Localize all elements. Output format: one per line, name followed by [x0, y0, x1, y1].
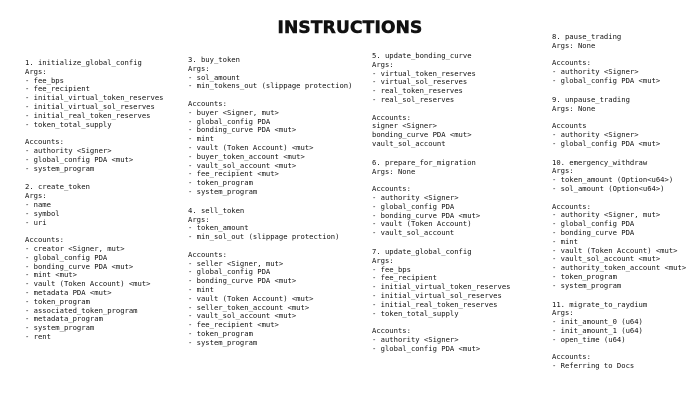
instruction-name: 3. buy_token: [188, 55, 240, 64]
instruction-block: [372, 159, 510, 238]
account-item: - vault (Token Account) <mut>: [188, 142, 314, 152]
account-item: - fee_recipient <mut>: [188, 169, 279, 179]
account-item: - mint: [552, 236, 578, 246]
account-item: - creator <Signer, mut>: [25, 243, 125, 253]
account-item: - mint: [188, 134, 214, 144]
arg-item: - virtual_sol_reserves: [372, 77, 468, 87]
account-item: - vault (Token Account): [372, 219, 472, 229]
arg-item: - min_sol_out (slippage protection): [188, 232, 340, 242]
accounts-label: Accounts:: [552, 58, 591, 68]
args-label: Args: None: [372, 166, 416, 176]
account-item: - authority_token_account <mut>: [552, 263, 687, 273]
arg-item: - sol_amount: [188, 72, 240, 82]
account-item: - bonding_curve PDA <mut>: [188, 125, 297, 135]
account-item: vault_sol_account: [372, 138, 446, 148]
account-item: signer <Signer>: [372, 121, 437, 131]
arg-item: - init_amount_1 (u64): [552, 325, 643, 335]
arg-item: - fee_bps: [372, 264, 411, 274]
account-item: - global_config PDA <mut>: [552, 75, 661, 85]
args-label: Args:: [372, 59, 394, 69]
instruction-block: [552, 301, 686, 371]
accounts-label: Accounts:: [372, 112, 411, 122]
page-title: INSTRUCTIONS: [277, 18, 423, 38]
account-item: - token_program: [552, 271, 617, 281]
account-item: - authority <Signer>: [372, 334, 459, 344]
account-item: - bonding_curve PDA <mut>: [25, 261, 134, 271]
instruction-name: 8. pause_trading: [552, 32, 622, 41]
account-item: - global_config PDA: [25, 252, 108, 262]
account-item: - global_config PDA: [552, 219, 635, 229]
account-item: - associated_token_program: [25, 305, 138, 315]
account-item: - global_config PDA: [188, 267, 271, 277]
account-item: - bonding_curve PDA: [552, 227, 635, 237]
instruction-block: [372, 248, 510, 354]
column-3: [372, 52, 510, 364]
account-item: - buyer_token_account <mut>: [188, 151, 305, 161]
args-label: Args:: [188, 214, 210, 224]
account-item: - seller <Signer, mut>: [188, 258, 284, 268]
args-label: Args:: [372, 255, 394, 265]
instruction-block: [552, 159, 686, 291]
account-item: - seller_token_account <mut>: [188, 302, 310, 312]
account-item: - bonding_curve PDA <mut>: [188, 276, 297, 286]
account-item: - authority <Signer, mut>: [552, 210, 661, 220]
account-item: - metadata_program: [25, 314, 103, 324]
account-item: - buyer <Signer, mut>: [188, 107, 279, 117]
instruction-name: 7. update_global_config: [372, 246, 472, 256]
args-label: Args: None: [552, 103, 596, 113]
arg-item: - min_tokens_out (slippage protection): [188, 81, 353, 91]
instruction-name: 11. migrate_to_raydium: [552, 299, 648, 309]
arg-item: - sol_amount (Option<u64>): [552, 183, 665, 193]
account-item: - system_program: [188, 186, 258, 196]
account-item: - token_program: [188, 178, 253, 188]
account-item: - global_config PDA: [188, 116, 271, 126]
instruction-name: 1. initialize_global_config: [25, 58, 142, 67]
accounts-label: Accounts: [552, 121, 587, 131]
column-4: [552, 33, 686, 381]
instruction-block: [188, 207, 352, 348]
args-label: Args:: [25, 191, 47, 201]
arg-item: - initial_virtual_sol_reserves: [372, 290, 502, 300]
arg-item: - fee_recipient: [25, 84, 90, 94]
arg-item: - token_amount (Option<u64>): [552, 175, 674, 185]
instruction-block: [188, 56, 352, 197]
accounts-label: Accounts:: [188, 98, 227, 108]
arg-item: - open_time (u64): [552, 334, 626, 344]
account-item: - system_program: [188, 337, 258, 347]
arg-item: - fee_bps: [25, 75, 64, 85]
accounts-label: Accounts:: [188, 249, 227, 259]
account-item: - system_program: [25, 163, 95, 173]
arg-item: - real_sol_reserves: [372, 94, 455, 104]
instruction-name: 9. unpause_trading: [552, 94, 630, 104]
instruction-block: [25, 183, 163, 341]
instruction-block: [552, 96, 686, 149]
accounts-label: Accounts:: [372, 184, 411, 194]
arg-item: - real_token_reserves: [372, 86, 463, 96]
account-item: - mint: [188, 284, 214, 294]
account-item: - system_program: [25, 323, 95, 333]
instruction-name: 2. create_token: [25, 182, 90, 192]
account-item: - bonding_curve PDA <mut>: [372, 210, 481, 220]
account-item: - vault_sol_account <mut>: [188, 311, 297, 321]
accounts-label: Accounts:: [552, 352, 591, 362]
instruction-block: [372, 52, 510, 149]
accounts-label: Accounts:: [372, 326, 411, 336]
account-item: - vault_sol_account <mut>: [552, 254, 661, 264]
args-label: Args: None: [552, 40, 596, 50]
account-item: - fee_recipient <mut>: [188, 320, 279, 330]
arg-item: - name: [25, 199, 51, 209]
account-item: - authority <Signer>: [552, 67, 639, 77]
accounts-label: Accounts:: [552, 201, 591, 211]
arg-item: - symbol: [25, 208, 60, 218]
account-item: - rent: [25, 331, 51, 341]
arg-item: - virtual_token_reserves: [372, 68, 476, 78]
account-item: - global_config PDA <mut>: [552, 138, 661, 148]
column-1: [25, 59, 163, 352]
arg-item: - initial_virtual_token_reserves: [372, 282, 511, 292]
accounts-label: Accounts:: [25, 137, 64, 147]
account-item: - vault (Token Account) <mut>: [188, 293, 314, 303]
account-item: - global_config PDA <mut>: [25, 154, 134, 164]
account-item: - vault (Token Account) <mut>: [552, 245, 678, 255]
arg-item: - fee_recipient: [372, 273, 437, 283]
account-item: - vault (Token Account) <mut>: [25, 279, 151, 289]
instruction-block: [25, 59, 163, 173]
account-item: - token_program: [25, 296, 90, 306]
arg-item: - init_amount_0 (u64): [552, 317, 643, 327]
account-item: - global_config PDA <mut>: [372, 343, 481, 353]
accounts-label: Accounts:: [25, 235, 64, 245]
arg-item: - token_amount: [188, 223, 249, 233]
instruction-block: [552, 33, 686, 86]
arg-item: - initial_virtual_sol_reserves: [25, 101, 155, 111]
args-label: Args:: [25, 66, 47, 76]
account-item: - vault_sol_account <mut>: [188, 160, 297, 170]
instruction-name: 10. emergency_withdraw: [552, 157, 648, 167]
arg-item: - token_total_supply: [25, 119, 112, 129]
account-item: - mint <mut>: [25, 270, 77, 280]
account-item: bonding_curve PDA <mut>: [372, 130, 472, 140]
account-item: - Referring to Docs: [552, 361, 635, 371]
args-label: Args:: [552, 308, 574, 318]
account-item: - authority <Signer>: [25, 145, 112, 155]
args-label: Args:: [188, 63, 210, 73]
account-item: - global_config PDA: [372, 201, 455, 211]
args-label: Args:: [552, 166, 574, 176]
arg-item: - uri: [25, 217, 47, 227]
arg-item: - initial_real_token_reserves: [25, 110, 151, 120]
instruction-name: 6. prepare_for_migration: [372, 157, 476, 167]
account-item: - metadata PDA <mut>: [25, 287, 112, 297]
arg-item: - initial_real_token_reserves: [372, 299, 498, 309]
account-item: - system_program: [552, 280, 622, 290]
column-2: [188, 56, 352, 358]
account-item: - vault_sol_account: [372, 228, 455, 238]
instruction-name: 5. update_bonding_curve: [372, 51, 472, 60]
account-item: - token_program: [188, 328, 253, 338]
arg-item: - initial_virtual_token_reserves: [25, 93, 164, 103]
instruction-name: 4. sell_token: [188, 205, 245, 215]
account-item: - authority <Signer>: [372, 192, 459, 202]
account-item: - authority <Signer>: [552, 129, 639, 139]
arg-item: - token_total_supply: [372, 308, 459, 318]
